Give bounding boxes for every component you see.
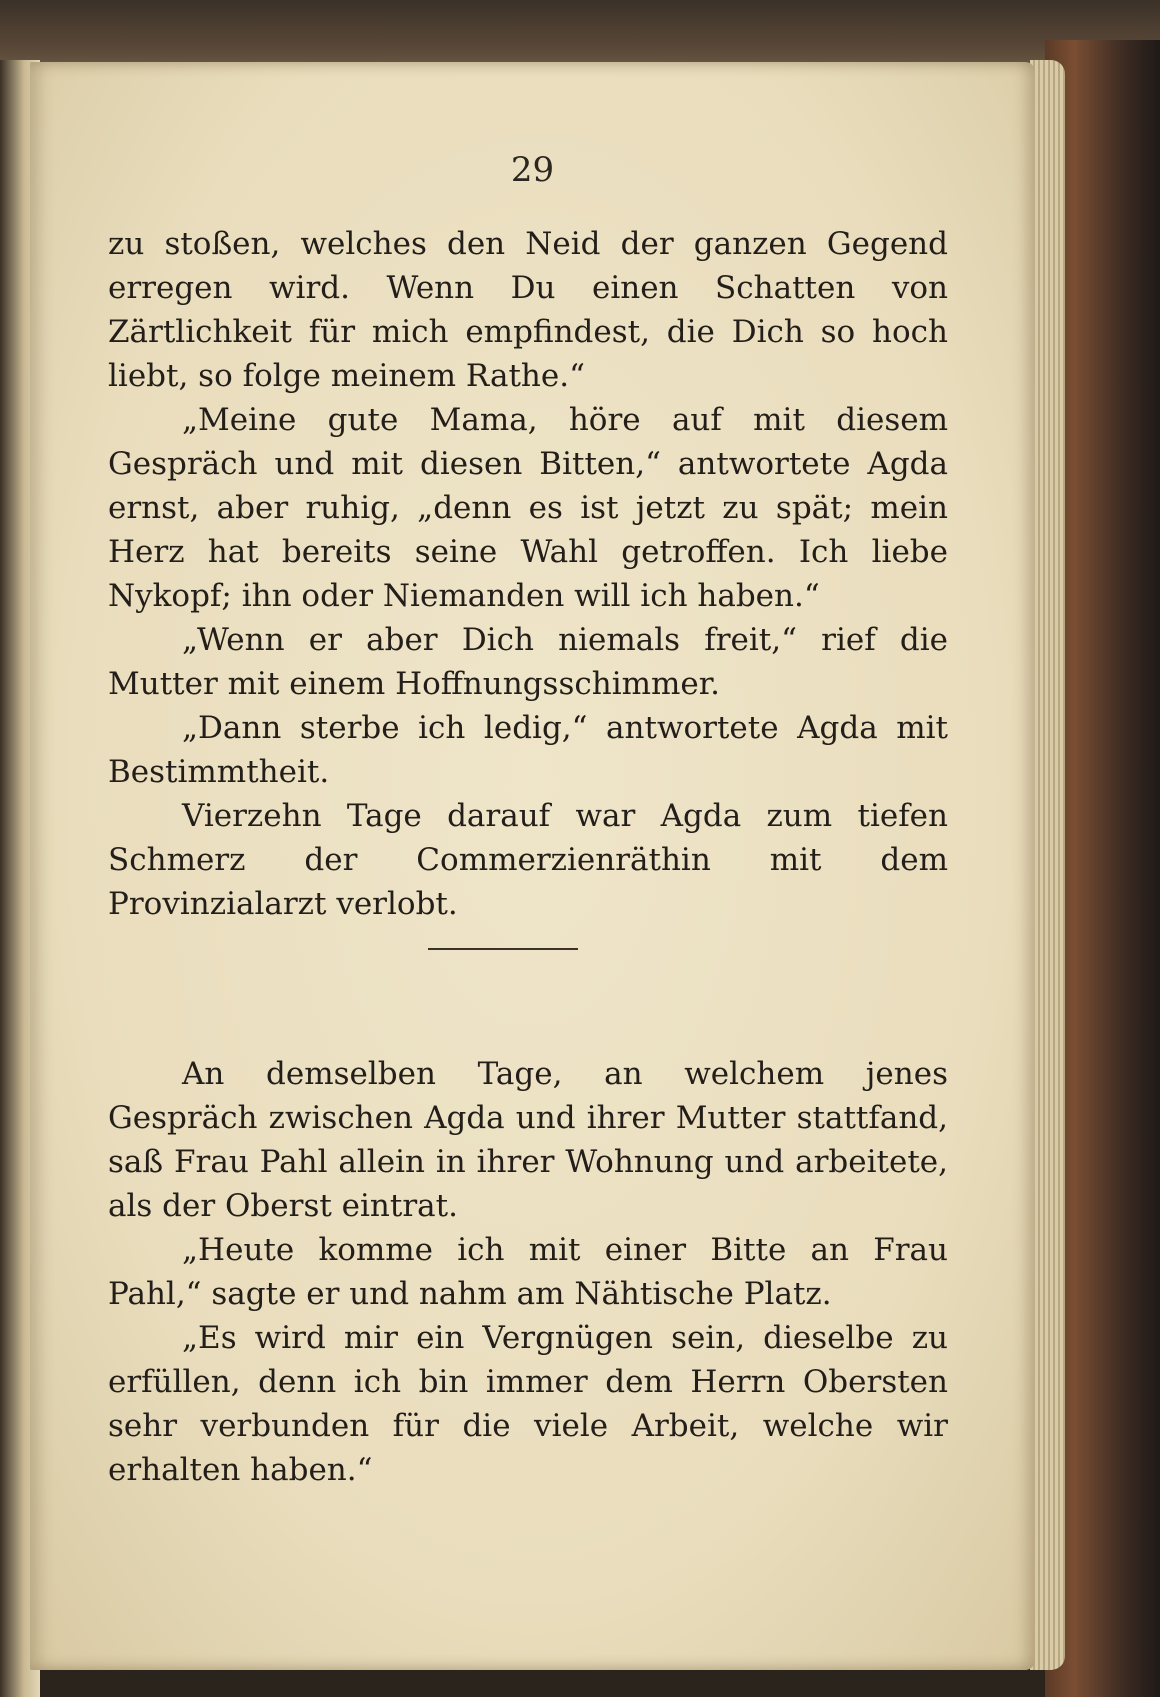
paragraph: „Es wird mir ein Vergnügen sein, dieselbe zu erfüllen, denn ich bin immer dem Herrn Obersten sehr verbunden für die viele Arbeit, welche wir erhalten haben.“ (108, 1320, 948, 1488)
paragraph: „Wenn er aber Dich niemals freit,“ rief die Mutter mit einem Hoffnungsschimmer. (108, 622, 948, 702)
book-cover-top (0, 0, 1160, 70)
section-divider (428, 948, 578, 950)
paragraph: zu stoßen, welches den Neid der ganzen Gegend erregen wird. Wenn Du einen Schatten von Zärtlichkeit für mich empfindest, die Dich so hoch liebt, so folge meinem Rathe.“ (108, 226, 948, 394)
paragraph: Vierzehn Tage darauf war Agda zum tiefen Schmerz der Commerzienräthin mit dem Provinzialarzt verlobt. (108, 798, 948, 922)
paragraph: „Heute komme ich mit einer Bitte an Frau Pahl,“ sagte er und nahm am Nähtische Platz. (108, 1232, 948, 1312)
page-edges (1030, 60, 1065, 1670)
text-section-2 (108, 1052, 948, 1492)
page-number: 29 (510, 150, 555, 190)
book-page (30, 62, 1035, 1670)
paragraph: „Dann sterbe ich ledig,“ antwortete Agda mit Bestimmtheit. (108, 710, 948, 790)
paragraph: „Meine gute Mama, höre auf mit diesem Gespräch und mit diesen Bitten,“ antwortete Agda ernst, aber ruhig, „denn es ist jetzt zu spät; mein Herz hat bereits seine Wahl getroffen. Ich liebe Nykopf; ihn oder Niemanden will ich haben.“ (108, 402, 948, 614)
text-section-1 (108, 222, 948, 926)
paragraph: An demselben Tage, an welchem jenes Gespräch zwischen Agda und ihrer Mutter stattfand, saß Frau Pahl allein in ihrer Wohnung und arbeitete, als der Oberst eintrat. (108, 1056, 948, 1224)
